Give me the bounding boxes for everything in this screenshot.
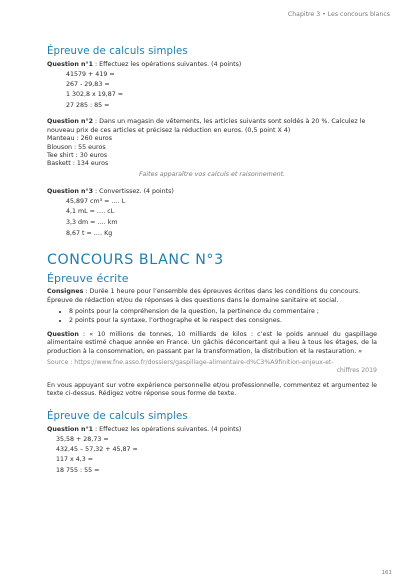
- grading-item: • 2 points pour la syntaxe, l’orthographe et le respect des consignes.: [69, 316, 377, 325]
- source-url-end: chiffres 2019: [336, 367, 377, 375]
- consignes-label: Consignes: [47, 288, 84, 296]
- page-content: [47, 46, 377, 476]
- operation: 117 x 4,3 =: [56, 456, 94, 464]
- consignes: [47, 288, 377, 297]
- operation: 267 - 29,83 =: [66, 81, 110, 88]
- section-heading: Épreuve de calculs simples: [47, 410, 188, 422]
- conversion: 8,67 t = …. Kg: [66, 229, 113, 237]
- article-item: Baskett : 134 euros: [47, 159, 109, 167]
- articles-list: [47, 135, 377, 168]
- concours-title: CONCOURS BLANC N°3: [47, 252, 224, 269]
- question-text: : Effectuez les opérations suivantes. (4 points): [93, 61, 242, 68]
- written-instruction: En vous appuyant sur votre expérience personnelle et/ou professionnelle, commentez et argumentez le texte ci-dessus. Rédigez votre réponse sous forme de texte.: [47, 381, 377, 398]
- operation: 432,45 – 57,32 + 45,87 =: [56, 445, 138, 453]
- question-text: : Dans un magasin de vêtements, les articles suivants sont soldés à 20 %. Calculez le nouveau prix de ces articles et précisez la réduction en euros. (0,5 point X 4): [47, 117, 366, 134]
- article-item: Blouson : 55 euros: [47, 143, 106, 151]
- running-header: Chapitre 3 • Les concours blancs: [287, 11, 390, 18]
- operations-list: [56, 435, 377, 476]
- operation: 35,58 + 28,73 =: [56, 435, 109, 443]
- page-number: 161: [381, 570, 392, 576]
- question-text: : Effectuez les opérations suivantes. (4 points): [93, 425, 242, 433]
- conversion: 3,3 dm = …. km: [66, 219, 118, 226]
- question-text: : « 10 millions de tonnes, 10 milliards de kilos : c’est le poids annuel du gaspillage alimentaire estimé chaque année en France. Un gâchis déconcertant qui a lieu à tous les étages, de la production à la consommation, en passant par la transformation, la distribution et la restauration. »: [47, 330, 377, 355]
- question-label: Question n°3: [47, 188, 94, 196]
- operation: 41579 + 419 =: [66, 70, 115, 78]
- written-question: [47, 331, 377, 357]
- question-2: [47, 118, 377, 135]
- question-1: [47, 426, 377, 435]
- section-heading: Épreuve de calculs simples: [47, 46, 188, 57]
- source-url: Source : https://www.fne.asso.fr/dossiers/gaspillage-alimentaire-d%C3%A9finition-enjeux-et-: [47, 358, 334, 366]
- conversion: 4,1 mL = …. cL: [66, 208, 115, 216]
- section-calculs-simples-1: [47, 46, 377, 239]
- question-label: Question n°2: [47, 117, 94, 125]
- article-item: Tee shirt : 30 euros: [47, 151, 108, 159]
- grading-list: [47, 307, 377, 325]
- conversion: 45,897 cm³ = …. L: [66, 197, 126, 205]
- question-label: Question n°1: [47, 61, 94, 68]
- operations-list: [66, 70, 377, 111]
- section-heading: Épreuve écrite: [47, 272, 129, 286]
- operation: 27 285 : 85 =: [66, 101, 110, 109]
- question-label: Question: [47, 330, 79, 338]
- question-label: Question n°1: [47, 425, 94, 433]
- operation: 1 302,8 x 19,87 =: [66, 91, 124, 99]
- operation: 18 755 : 55 =: [56, 466, 100, 474]
- article-item: Manteau : 260 euros: [47, 135, 113, 143]
- question-1: [47, 61, 377, 70]
- grading-item: • 8 points pour la compréhension de la question, la pertinence du commentaire ;: [69, 307, 377, 316]
- conversions-list: [66, 197, 377, 239]
- source-citation: [47, 359, 377, 376]
- consignes-intro: Épreuve de rédaction et/ou de réponses à des questions dans le domaine sanitaire et social.: [47, 296, 339, 304]
- instruction-note: Faites apparaître vos calculs et raisonnement.: [138, 171, 286, 179]
- question-3: [47, 188, 377, 197]
- consignes-text: : Durée 1 heure pour l’ensemble des épreuves écrites dans les conditions du concours.: [83, 288, 361, 296]
- question-text: : Convertissez. (4 points): [93, 188, 174, 196]
